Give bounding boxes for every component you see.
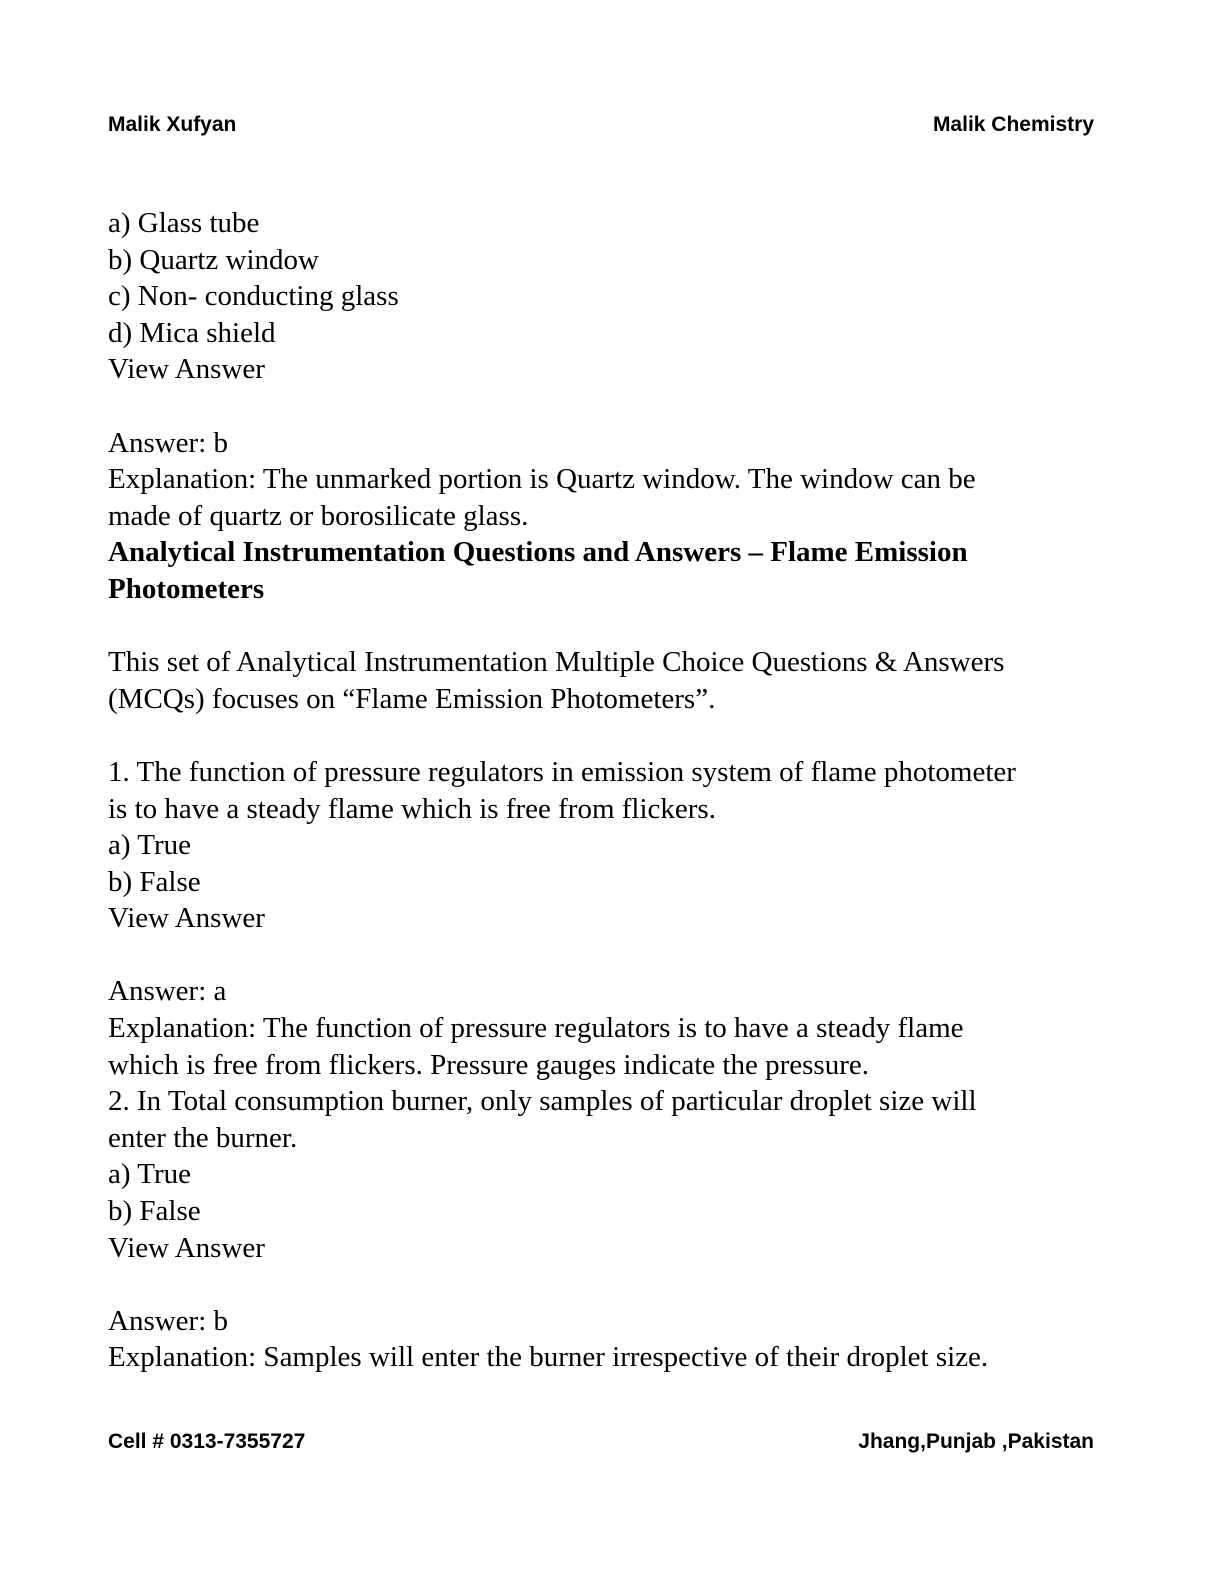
option-a: a) True: [108, 1158, 191, 1191]
view-answer-link[interactable]: View Answer: [108, 1231, 265, 1264]
explanation-line: Explanation: Samples will enter the burner irrespective of their droplet size.: [108, 1341, 989, 1374]
document-body: [108, 205, 1108, 1376]
spacer: [108, 717, 1108, 754]
header-site: Malik Chemistry: [932, 113, 1094, 136]
page-header: [108, 113, 1094, 137]
question-text: 2. In Total consumption burner, only samples of particular droplet size will: [108, 1085, 977, 1118]
option-b: b) False: [108, 1195, 201, 1228]
footer-phone: Cell # 0313-7355727: [108, 1430, 306, 1453]
option-b: b) False: [108, 865, 201, 898]
question-text: enter the burner.: [108, 1121, 298, 1154]
answer-text: Answer: b: [108, 426, 229, 459]
spacer: [108, 937, 1108, 974]
section-title: Photometers: [108, 572, 265, 605]
spacer: [108, 388, 1108, 425]
explanation-line: which is free from flickers. Pressure gauges indicate the pressure.: [108, 1048, 869, 1081]
answer-text: Answer: a: [108, 975, 227, 1008]
header-author: Malik Xufyan: [108, 113, 237, 136]
section-intro: (MCQs) focuses on “Flame Emission Photometers”.: [108, 682, 716, 715]
spacer: [108, 608, 1108, 645]
option-b: b) Quartz window: [108, 243, 320, 276]
question-text: 1. The function of pressure regulators in emission system of flame photometer: [108, 755, 1016, 788]
option-a: a) True: [108, 829, 191, 862]
section-intro: This set of Analytical Instrumentation Multiple Choice Questions & Answers: [108, 646, 1005, 679]
answer-text: Answer: b: [108, 1304, 229, 1337]
page-footer: [108, 1430, 1094, 1454]
explanation-line: Explanation: The function of pressure regulators is to have a steady flame: [108, 1012, 964, 1045]
section-title: Analytical Instrumentation Questions and Answers – Flame Emission: [108, 536, 968, 569]
option-c: c) Non- conducting glass: [108, 280, 399, 313]
view-answer-link[interactable]: View Answer: [108, 353, 265, 386]
explanation-line: made of quartz or borosilicate glass.: [108, 499, 529, 532]
option-d: d) Mica shield: [108, 316, 276, 349]
option-a: a) Glass tube: [108, 207, 260, 239]
question-text: is to have a steady flame which is free from flickers.: [108, 792, 716, 825]
footer-location: Jhang,Punjab ,Pakistan: [858, 1430, 1094, 1453]
view-answer-link[interactable]: View Answer: [108, 902, 265, 935]
explanation-line: Explanation: The unmarked portion is Quartz window. The window can be: [108, 463, 976, 496]
spacer: [108, 1266, 1108, 1303]
